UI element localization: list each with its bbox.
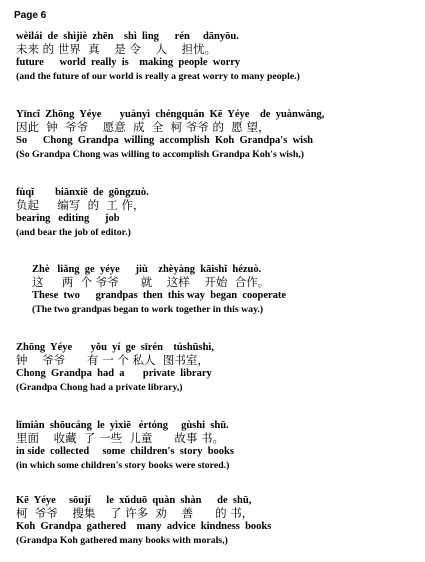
pinyin-line: Zhōng Yéye yǒu yí ge sīrén túshūshì, <box>16 342 214 353</box>
pinyin-line: wèilái de shìjiè zhēn shì lìng rén dānyōu. <box>16 31 239 42</box>
english-gloss-line: So Chong Grandpa willing accomplish Koh Grandpa's wish <box>16 135 313 146</box>
translation-line: (Grandpa Koh gathered many books with morals,) <box>16 535 228 546</box>
translation-line: (in which some children's story books were stored.) <box>16 460 230 471</box>
english-gloss-line: Koh Grandpa gathered many advice kindness books <box>16 521 272 532</box>
pinyin-line: Yīncǐ Zhōng Yéye yuànyì chéngquán Kē Yéye de yuànwàng, <box>16 109 325 120</box>
english-gloss-line: bearing editing job <box>16 213 120 224</box>
pinyin-line: Zhè liǎng ge yéye jiù zhèyàng kāishǐ hézuò. <box>32 264 262 275</box>
english-gloss-line: in side collected some children's story books <box>16 446 234 457</box>
translation-line: (So Grandpa Chong was willing to accomplish Grandpa Koh's wish,) <box>16 149 304 160</box>
chinese-line: 未来 的 世界 真 是 令 人 担忧。 <box>16 42 217 56</box>
chinese-line: 负起 编写 的 工 作， <box>16 198 145 212</box>
english-gloss-line: future world really is making people worry <box>16 57 241 68</box>
translation-line: (Grandpa Chong had a private library,) <box>16 382 183 393</box>
chinese-line: 这 两 个 爷爷 就 这样 开始 合作。 <box>32 275 270 289</box>
chinese-line: 柯 爷爷 搜集 了 许多 劝 善 的 书， <box>16 506 254 520</box>
translation-line: (The two grandpas began to work together in this way.) <box>32 304 264 315</box>
english-gloss-line: Chong Grandpa had a private library <box>16 368 212 379</box>
pinyin-line: lǐmiàn shōucáng le yìxiē értóng gùshi shū. <box>16 420 229 431</box>
pinyin-line: fùqǐ biānxiě de gōngzuò. <box>16 187 149 198</box>
chinese-line: 里面 收藏 了 一些 儿童 故事 书。 <box>16 431 224 445</box>
english-gloss-line: These two grandpas then this way began cooperate <box>32 290 287 301</box>
page-number: Page 6 <box>14 10 47 21</box>
pinyin-line: Kē Yéye sōují le xǔduō quàn shàn de shū, <box>16 495 252 506</box>
chinese-line: 钟 爷爷 有 一 个 私人 图书室， <box>16 353 209 367</box>
translation-line: (and the future of our world is really a great worry to many people.) <box>16 71 300 82</box>
chinese-line: 因此 钟 爷爷 愿意 成 全 柯 爷爷 的 愿 望， <box>16 120 270 134</box>
translation-line: (and bear the job of editor.) <box>16 227 131 238</box>
